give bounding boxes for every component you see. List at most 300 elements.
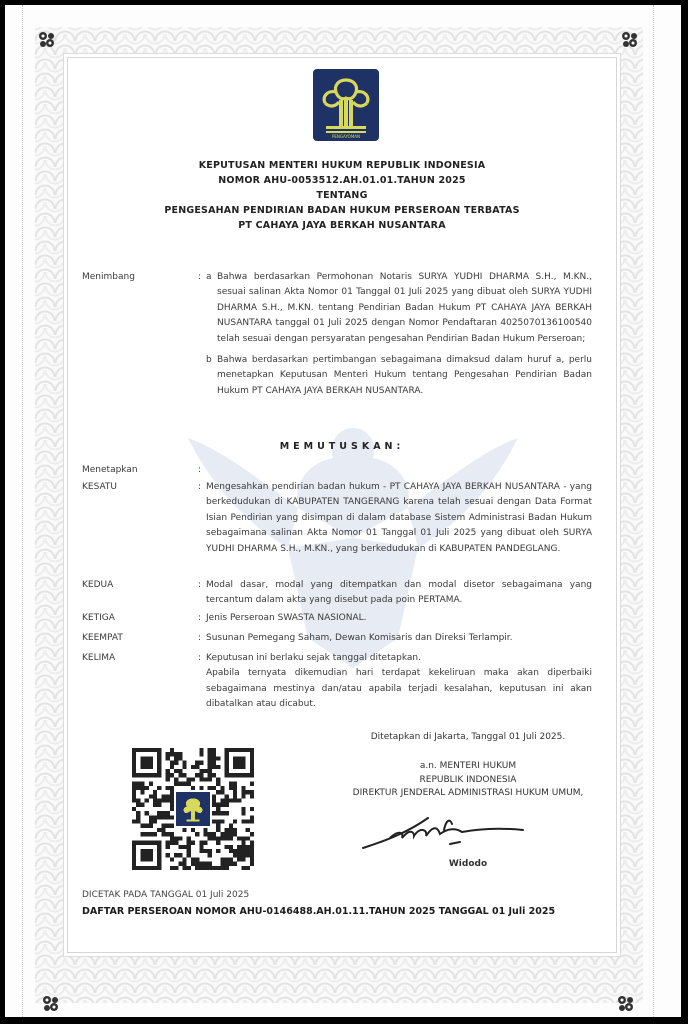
qr-module xyxy=(170,752,174,756)
qr-module xyxy=(225,832,229,836)
qr-module xyxy=(174,866,178,870)
qr-module xyxy=(140,824,144,828)
corner-ornament-icon xyxy=(619,29,641,51)
qr-module xyxy=(229,836,233,840)
qr-module xyxy=(132,790,136,794)
company-registry-number: DAFTAR PERSEROAN NOMOR AHU-0146488.AH.01.11.TAHUN 2025 TANGGAL 01 Juli 2025 xyxy=(82,906,556,917)
qr-module xyxy=(220,820,224,824)
qr-finder-pattern xyxy=(140,849,153,862)
decision-label: KEEMPAT xyxy=(82,633,123,643)
qr-module xyxy=(246,866,250,870)
decision-text-line-1: Keputusan ini berlaku sejak tanggal ditetapkan. xyxy=(206,653,421,663)
qr-module xyxy=(246,836,250,840)
qr-module xyxy=(174,752,178,756)
qr-module xyxy=(174,836,178,840)
qr-module xyxy=(174,761,178,765)
qr-module xyxy=(166,815,170,819)
qr-module xyxy=(225,794,229,798)
qr-module xyxy=(225,828,229,832)
qr-module xyxy=(241,790,245,794)
qr-module xyxy=(208,773,212,777)
qr-module xyxy=(199,866,203,870)
qr-finder-pattern xyxy=(140,756,153,769)
qr-module xyxy=(216,782,220,786)
qr-module xyxy=(182,765,186,769)
qr-module xyxy=(187,853,191,857)
qr-module xyxy=(136,811,140,815)
qr-module xyxy=(195,761,199,765)
qr-module xyxy=(199,777,203,781)
qr-module xyxy=(178,769,182,773)
corner-ornament-icon xyxy=(615,993,637,1015)
qr-module xyxy=(250,794,254,798)
qr-module xyxy=(237,857,241,861)
qr-module xyxy=(153,820,157,824)
signatory-name: Widodo xyxy=(448,859,488,869)
qr-module xyxy=(191,765,195,769)
qr-module xyxy=(220,836,224,840)
qr-module xyxy=(229,849,233,853)
print-date: DICETAK PADA TANGGAL 01 Juli 2025 xyxy=(82,890,250,900)
qr-module xyxy=(220,832,224,836)
qr-module xyxy=(233,790,237,794)
qr-module xyxy=(216,841,220,845)
qr-module xyxy=(216,824,220,828)
qr-module xyxy=(187,782,191,786)
qr-module xyxy=(212,836,216,840)
colon: : xyxy=(198,653,202,663)
qr-module xyxy=(191,828,195,832)
qr-module xyxy=(195,773,199,777)
qr-module xyxy=(229,832,233,836)
qr-module xyxy=(166,769,170,773)
qr-module xyxy=(246,828,250,832)
qr-module xyxy=(212,832,216,836)
qr-module xyxy=(220,786,224,790)
qr-module xyxy=(157,798,161,802)
title-line-3: TENTANG xyxy=(316,190,368,201)
qr-module xyxy=(250,857,254,861)
qr-module xyxy=(250,849,254,853)
qr-module xyxy=(241,786,245,790)
qr-module xyxy=(237,798,241,802)
qr-module xyxy=(208,866,212,870)
qr-module xyxy=(170,798,174,802)
colon: : xyxy=(198,272,202,282)
place-date: Ditetapkan di Jakarta, Tanggal 01 Juli 2025. xyxy=(370,732,566,742)
qr-module xyxy=(178,845,182,849)
qr-module xyxy=(225,866,229,870)
qr-module xyxy=(220,803,224,807)
qr-module xyxy=(233,820,237,824)
decision-text: Susunan Pemegang Saham, Dewan Komisaris dan Direksi Terlampir. xyxy=(206,633,513,643)
qr-module xyxy=(140,782,144,786)
certificate-sheet xyxy=(5,5,681,1017)
qr-module xyxy=(187,845,191,849)
qr-module xyxy=(204,849,208,853)
qr-module xyxy=(241,853,245,857)
qr-module xyxy=(233,853,237,857)
qr-module xyxy=(241,866,245,870)
qr-module xyxy=(132,807,136,811)
qr-module xyxy=(157,786,161,790)
qr-module xyxy=(212,748,216,752)
qr-module xyxy=(145,832,149,836)
item-text: Bahwa berdasarkan pertimbangan sebagaimana dimaksud dalam huruf a, perlu menetapkan Keputusan Menteri Hukum tentang Pengesahan Pendirian Badan Hukum PT CAHAYA JAYA BERKAH NUSANTARA. xyxy=(217,355,592,396)
qr-module xyxy=(233,862,237,866)
item-text: Bahwa berdasarkan Permohonan Notaris SURYA YUDHI DHARMA S.H., M.KN., sesuai salinan Akta Nomor 01 Tanggal 01 Juli 2025 yang dibuat oleh SURYA YUDHI DHARMA S.H., M.KN. tentang Pendirian Badan Hukum PT CAHAYA JAYA BERKAH NUSANTARA tanggal 01 Juli 2025 dengan Nomor Pendaftaran 4025070136100540 telah sesuai dengan persyaratan pengesahan Pendirian Badan Hukum Perseroan; xyxy=(217,272,592,344)
qr-module xyxy=(220,862,224,866)
qr-module xyxy=(233,786,237,790)
qr-module xyxy=(178,756,182,760)
qr-module xyxy=(170,761,174,765)
page-guide-right xyxy=(653,5,654,1017)
qr-module xyxy=(157,828,161,832)
qr-module xyxy=(174,782,178,786)
qr-module xyxy=(225,803,229,807)
qr-module xyxy=(149,820,153,824)
qr-module xyxy=(212,765,216,769)
qr-module xyxy=(216,849,220,853)
qr-module xyxy=(136,782,140,786)
qr-module xyxy=(174,853,178,857)
qr-module xyxy=(166,794,170,798)
qr-module xyxy=(182,761,186,765)
qr-module xyxy=(145,798,149,802)
qr-module xyxy=(195,862,199,866)
qr-module xyxy=(178,836,182,840)
menetapkan-label: Menetapkan xyxy=(82,465,138,475)
country: REPUBLIK INDONESIA xyxy=(419,774,517,785)
qr-module xyxy=(191,862,195,866)
colon: : xyxy=(198,633,202,643)
qr-module xyxy=(166,798,170,802)
qr-module xyxy=(250,862,254,866)
qr-module xyxy=(204,862,208,866)
qr-module xyxy=(182,862,186,866)
qr-module xyxy=(204,828,208,832)
qr-code-icon[interactable] xyxy=(132,748,254,870)
qr-module xyxy=(237,836,241,840)
qr-module xyxy=(166,832,170,836)
decision-text: Modal dasar, modal yang ditempatkan dan modal disetor sebagaimana yang tercantum dalam akta yang disebut pada poin PERTAMA. xyxy=(206,580,592,606)
qr-module xyxy=(250,815,254,819)
menimbang-label: Menimbang xyxy=(82,272,135,282)
qr-module xyxy=(166,786,170,790)
qr-module xyxy=(170,832,174,836)
qr-module xyxy=(170,790,174,794)
qr-module xyxy=(233,798,237,802)
qr-module xyxy=(246,853,250,857)
menimbang-item-b xyxy=(206,353,592,399)
qr-module xyxy=(212,756,216,760)
qr-module xyxy=(237,845,241,849)
qr-module xyxy=(170,773,174,777)
qr-module xyxy=(199,841,203,845)
qr-module xyxy=(136,798,140,802)
qr-module xyxy=(208,769,212,773)
qr-module xyxy=(132,786,136,790)
decision-text: Jenis Perseroan SWASTA NASIONAL. xyxy=(206,613,367,623)
qr-module xyxy=(149,832,153,836)
qr-module xyxy=(149,815,153,819)
decision-label: KETIGA xyxy=(82,613,115,623)
qr-module xyxy=(174,756,178,760)
qr-module xyxy=(246,820,250,824)
qr-module xyxy=(241,794,245,798)
qr-module xyxy=(233,828,237,832)
qr-module xyxy=(229,782,233,786)
qr-module xyxy=(161,798,165,802)
qr-module xyxy=(229,824,233,828)
qr-module xyxy=(199,862,203,866)
qr-module xyxy=(199,748,203,752)
menimbang-item-a xyxy=(206,270,592,347)
qr-module xyxy=(216,777,220,781)
menimbang-content xyxy=(206,270,592,399)
qr-module xyxy=(212,811,216,815)
qr-module xyxy=(157,803,161,807)
qr-module xyxy=(212,761,216,765)
qr-module xyxy=(187,866,191,870)
signatory-position: DIREKTUR JENDERAL ADMINISTRASI HUKUM UMUM, xyxy=(352,788,584,798)
qr-module xyxy=(132,794,136,798)
qr-module xyxy=(208,853,212,857)
qr-module xyxy=(140,790,144,794)
qr-module xyxy=(140,832,144,836)
qr-module xyxy=(136,815,140,819)
qr-module xyxy=(208,836,212,840)
qr-module xyxy=(229,845,233,849)
qr-module xyxy=(161,824,165,828)
signatory-block xyxy=(298,760,638,801)
qr-module xyxy=(174,777,178,781)
qr-module xyxy=(149,794,153,798)
qr-module xyxy=(161,815,165,819)
colon: : xyxy=(198,465,202,475)
qr-module xyxy=(212,798,216,802)
qr-module xyxy=(199,761,203,765)
qr-module xyxy=(204,832,208,836)
qr-module xyxy=(191,857,195,861)
qr-module xyxy=(216,765,220,769)
qr-module xyxy=(225,811,229,815)
qr-module xyxy=(220,811,224,815)
qr-module xyxy=(166,777,170,781)
qr-module xyxy=(250,853,254,857)
decision-text-line-2: Apabila ternyata dikemudian hari terdapat kekeliruan maka akan diperbaiki sebagaimana mestinya dan/atau apabila terjadi kesalahan, keputusan ini akan dibatalkan atau dicabut. xyxy=(206,668,592,710)
qr-module xyxy=(178,773,182,777)
qr-module xyxy=(161,811,165,815)
qr-module xyxy=(182,782,186,786)
qr-module xyxy=(153,803,157,807)
memutuskan-heading: MEMUTUSKAN: xyxy=(279,441,405,452)
qr-module xyxy=(195,866,199,870)
qr-module xyxy=(166,752,170,756)
qr-module xyxy=(220,798,224,802)
qr-module xyxy=(212,820,216,824)
title-line-1: KEPUTUSAN MENTERI HUKUM REPUBLIK INDONESIA xyxy=(198,160,486,171)
qr-module xyxy=(140,786,144,790)
qr-module xyxy=(195,857,199,861)
qr-module xyxy=(166,853,170,857)
qr-module xyxy=(250,820,254,824)
decision-label: KELIMA xyxy=(82,653,116,663)
qr-module xyxy=(233,794,237,798)
qr-module xyxy=(153,790,157,794)
qr-module xyxy=(241,836,245,840)
ministry-logo-icon xyxy=(312,68,380,142)
qr-module xyxy=(237,853,241,857)
qr-module xyxy=(199,849,203,853)
qr-module xyxy=(132,820,136,824)
qr-module xyxy=(208,832,212,836)
qr-module xyxy=(145,786,149,790)
qr-module xyxy=(212,773,216,777)
corner-ornament-icon xyxy=(36,29,58,51)
qr-module xyxy=(229,786,233,790)
qr-module xyxy=(233,782,237,786)
qr-module xyxy=(145,811,149,815)
qr-module xyxy=(161,832,165,836)
corner-ornament-icon xyxy=(40,993,62,1015)
qr-module xyxy=(204,841,208,845)
qr-module xyxy=(208,761,212,765)
qr-module xyxy=(212,866,216,870)
qr-module xyxy=(250,790,254,794)
qr-module xyxy=(216,807,220,811)
qr-module xyxy=(191,786,195,790)
colon: : xyxy=(198,482,202,492)
qr-module xyxy=(208,756,212,760)
qr-module xyxy=(149,824,153,828)
qr-module xyxy=(199,752,203,756)
qr-module xyxy=(153,798,157,802)
qr-module xyxy=(216,803,220,807)
qr-module xyxy=(153,815,157,819)
qr-module xyxy=(170,836,174,840)
qr-module xyxy=(250,782,254,786)
qr-module xyxy=(170,824,174,828)
qr-module xyxy=(216,811,220,815)
qr-module xyxy=(187,836,191,840)
qr-module xyxy=(212,752,216,756)
qr-module xyxy=(136,786,140,790)
decision-text xyxy=(206,651,592,713)
qr-module xyxy=(212,786,216,790)
qr-module xyxy=(161,794,165,798)
document-body xyxy=(67,57,617,953)
title-subject: PENGESAHAN PENDIRIAN BADAN HUKUM PERSEROAN TERBATAS xyxy=(164,205,520,216)
qr-module xyxy=(216,828,220,832)
qr-module xyxy=(199,773,203,777)
qr-module xyxy=(229,862,233,866)
qr-module xyxy=(208,862,212,866)
page-guide-left xyxy=(22,5,23,1017)
qr-module xyxy=(182,845,186,849)
qr-module xyxy=(153,794,157,798)
qr-module xyxy=(145,824,149,828)
qr-module xyxy=(212,794,216,798)
qr-module xyxy=(204,769,208,773)
qr-module xyxy=(140,803,144,807)
qr-module xyxy=(216,866,220,870)
qr-module xyxy=(174,841,178,845)
qr-module xyxy=(246,849,250,853)
qr-module xyxy=(250,841,254,845)
qr-module xyxy=(153,832,157,836)
decision-label: KEDUA xyxy=(82,580,114,590)
qr-module xyxy=(178,853,182,857)
qr-module xyxy=(161,828,165,832)
qr-module xyxy=(250,832,254,836)
qr-module xyxy=(204,777,208,781)
signature-icon xyxy=(358,810,528,855)
item-letter: b xyxy=(206,355,212,366)
qr-module xyxy=(191,777,195,781)
item-letter: a xyxy=(206,272,212,282)
qr-module xyxy=(241,841,245,845)
qr-module xyxy=(212,803,216,807)
qr-module xyxy=(195,832,199,836)
qr-module xyxy=(157,815,161,819)
qr-module xyxy=(136,820,140,824)
qr-module xyxy=(187,777,191,781)
qr-module xyxy=(233,832,237,836)
qr-module xyxy=(241,849,245,853)
qr-module xyxy=(170,841,174,845)
colon: : xyxy=(198,580,202,590)
menimbang-section xyxy=(82,270,602,410)
qr-module xyxy=(178,782,182,786)
decision-text: Mengesahkan pendirian badan hukum - PT CAHAYA JAYA BERKAH NUSANTARA - yang berkedudukan di KABUPATEN TANGERANG karena telah sesuai dengan Data Format Isian Pendirian yang disimpan di dalam database Sistem Administrasi Badan Hukum sebagaimana salinan Akta Nomor 01 Tanggal 01 Juli 2025 yang dibuat oleh SURYA YUDHI DHARMA S.H., M.KN., yang berkedudukan di KABUPATEN PANDEGLANG. xyxy=(206,482,592,554)
logo-caption: PENGAYOMAN xyxy=(331,134,361,139)
colon: : xyxy=(198,613,202,623)
qr-module xyxy=(237,849,241,853)
qr-finder-pattern xyxy=(233,756,246,769)
qr-module xyxy=(220,857,224,861)
qr-module xyxy=(208,849,212,853)
qr-module xyxy=(170,803,174,807)
qr-module xyxy=(182,857,186,861)
qr-module xyxy=(132,798,136,802)
qr-module xyxy=(216,820,220,824)
qr-module xyxy=(170,794,174,798)
qr-module xyxy=(187,849,191,853)
qr-module xyxy=(246,790,250,794)
qr-module xyxy=(250,807,254,811)
qr-module xyxy=(225,798,229,802)
qr-module xyxy=(220,866,224,870)
qr-module xyxy=(182,773,186,777)
qr-module xyxy=(170,786,174,790)
qr-module xyxy=(170,748,174,752)
qr-module xyxy=(170,765,174,769)
qr-module xyxy=(195,765,199,769)
qr-module xyxy=(216,836,220,840)
qr-module xyxy=(241,857,245,861)
qr-module xyxy=(166,841,170,845)
qr-module xyxy=(246,845,250,849)
qr-module xyxy=(208,748,212,752)
qr-module xyxy=(166,756,170,760)
qr-module xyxy=(229,857,233,861)
qr-module xyxy=(187,841,191,845)
qr-module xyxy=(178,752,182,756)
qr-module xyxy=(241,820,245,824)
qr-module xyxy=(208,765,212,769)
qr-module xyxy=(157,811,161,815)
